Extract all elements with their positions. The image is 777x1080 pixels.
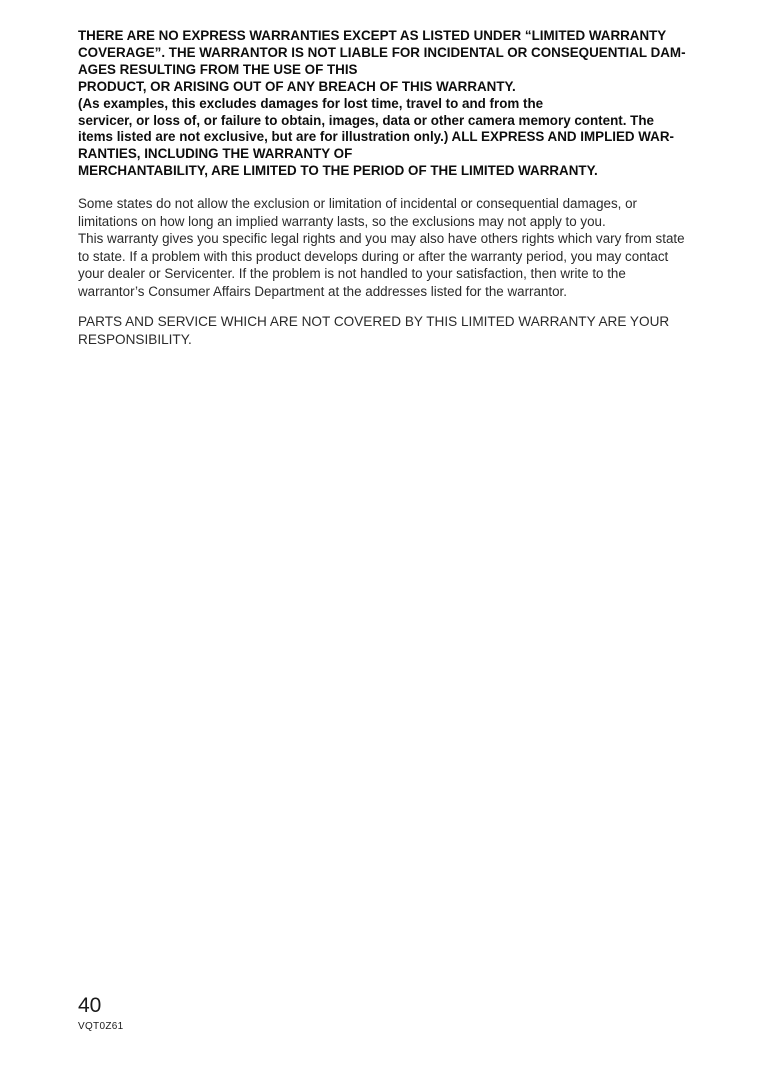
- disclaimer-line: MERCHANTABILITY, ARE LIMITED TO THE PERIOD OF THE LIMITED WARRANTY.: [78, 163, 598, 179]
- legal-rights-paragraph: [78, 195, 748, 301]
- body-line: This warranty gives you specific legal rights and you may also have others rights which vary from state: [78, 231, 685, 247]
- body-line: warrantor’s Consumer Affairs Department at the addresses listed for the warrantor.: [78, 283, 567, 299]
- disclaimer-line: items listed are not exclusive, but are for illustration only.) ALL EXPRESS AND IMPLIED WAR-: [78, 129, 674, 145]
- page-number: 40: [78, 994, 102, 1017]
- body-line: Some states do not allow the exclusion or limitation of incidental or consequential damages, or: [78, 196, 638, 211]
- disclaimer-line: servicer, or loss of, or failure to obtain, images, data or other camera memory content. The: [78, 112, 654, 128]
- disclaimer-line: (As examples, this excludes damages for lost time, travel to and from the: [78, 95, 544, 111]
- warranty-disclaimer: [78, 28, 748, 180]
- document-code: VQT0Z61: [78, 1021, 124, 1032]
- responsibility-line: PARTS AND SERVICE WHICH ARE NOT COVERED BY THIS LIMITED WARRANTY ARE YOUR: [78, 314, 670, 329]
- disclaimer-line: RANTIES, INCLUDING THE WARRANTY OF: [78, 146, 353, 162]
- disclaimer-line: COVERAGE”. THE WARRANTOR IS NOT LIABLE FOR INCIDENTAL OR CONSEQUENTIAL DAM-: [78, 44, 686, 60]
- responsibility-line: RESPONSIBILITY.: [78, 331, 192, 347]
- responsibility-notice: [78, 313, 748, 348]
- body-line: to state. If a problem with this product develops during or after the warranty period, you may contact: [78, 248, 669, 264]
- disclaimer-line: AGES RESULTING FROM THE USE OF THIS: [78, 61, 358, 77]
- body-line: limitations on how long an implied warranty lasts, so the exclusions may not apply to you.: [78, 213, 606, 229]
- body-line: your dealer or Servicenter. If the problem is not handled to your satisfaction, then write to the: [78, 266, 626, 282]
- disclaimer-line: THERE ARE NO EXPRESS WARRANTIES EXCEPT AS LISTED UNDER “LIMITED WARRANTY: [78, 28, 667, 43]
- disclaimer-line: PRODUCT, OR ARISING OUT OF ANY BREACH OF THIS WARRANTY.: [78, 78, 516, 94]
